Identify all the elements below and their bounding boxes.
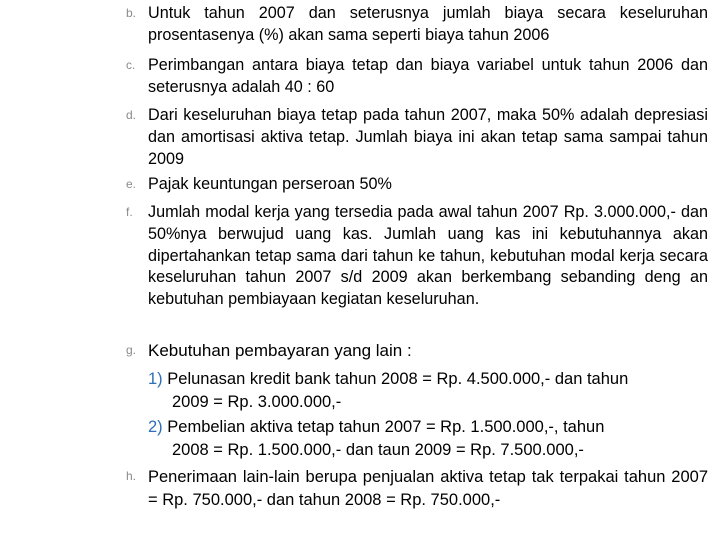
sub-item-number: 1) bbox=[148, 370, 163, 388]
item-marker: b. bbox=[126, 6, 137, 20]
sub-item-text: Pelunasan kredit bank tahun 2008 = Rp. 4.500.000,- dan tahun bbox=[167, 370, 629, 388]
item-text: Pajak keuntungan perseroan 50% bbox=[148, 175, 392, 193]
sub-item-continuation: 2009 = Rp. 3.000.000,- bbox=[172, 392, 342, 411]
item-marker: f. bbox=[126, 205, 133, 219]
item-text: Perimbangan antara biaya tetap dan biaya variabel untuk tahun 2006 dan seterusnya adalah 40 : 60 bbox=[148, 56, 708, 96]
item-marker: e. bbox=[126, 177, 137, 191]
item-text: Kebutuhan pembayaran yang lain : bbox=[148, 341, 412, 360]
item-text: Jumlah modal kerja yang tersedia pada awal tahun 2007 Rp. 3.000.000,- dan 50%nya berwujud uang kas. Jumlah uang kas ini kebutuhannya akan dipertahankan tetap sama dari tahun ke tahun, kebutuhan modal kerja secara keseluruhan tahun 2007 s/d 2009 akan berkembang sebanding deng an kebutuhan pembiayaan kegiatan keseluruhan. bbox=[148, 203, 708, 309]
item-marker: c. bbox=[126, 58, 136, 72]
item-marker: h. bbox=[126, 469, 137, 483]
item-text: Penerimaan lain-lain berupa penjualan aktiva tetap tak terpakai tahun 2007 = Rp. 750.000,- dan tahun 2008 = Rp. 750.000,- bbox=[148, 468, 708, 509]
sub-item-text: Pembelian aktiva tetap tahun 2007 = Rp. 1.500.000,-, tahun bbox=[167, 418, 605, 436]
item-text: Dari keseluruhan biaya tetap pada tahun 2007, maka 50% adalah depresiasi dan amortisasi aktiva tetap. Jumlah biaya ini akan tetap sama sampai tahun 2009 bbox=[148, 106, 708, 168]
sub-item-number: 2) bbox=[148, 418, 163, 436]
sub-item bbox=[148, 368, 708, 413]
item-marker: g. bbox=[126, 343, 137, 357]
sub-item-continuation: 2008 = Rp. 1.500.000,- dan taun 2009 = Rp. 7.500.000,- bbox=[172, 440, 584, 459]
item-text: Untuk tahun 2007 dan seterusnya jumlah biaya secara keseluruhan prosentasenya (%) akan sama seperti biaya tahun 2006 bbox=[148, 4, 708, 44]
item-marker: d. bbox=[126, 108, 137, 122]
sub-item bbox=[148, 416, 708, 461]
